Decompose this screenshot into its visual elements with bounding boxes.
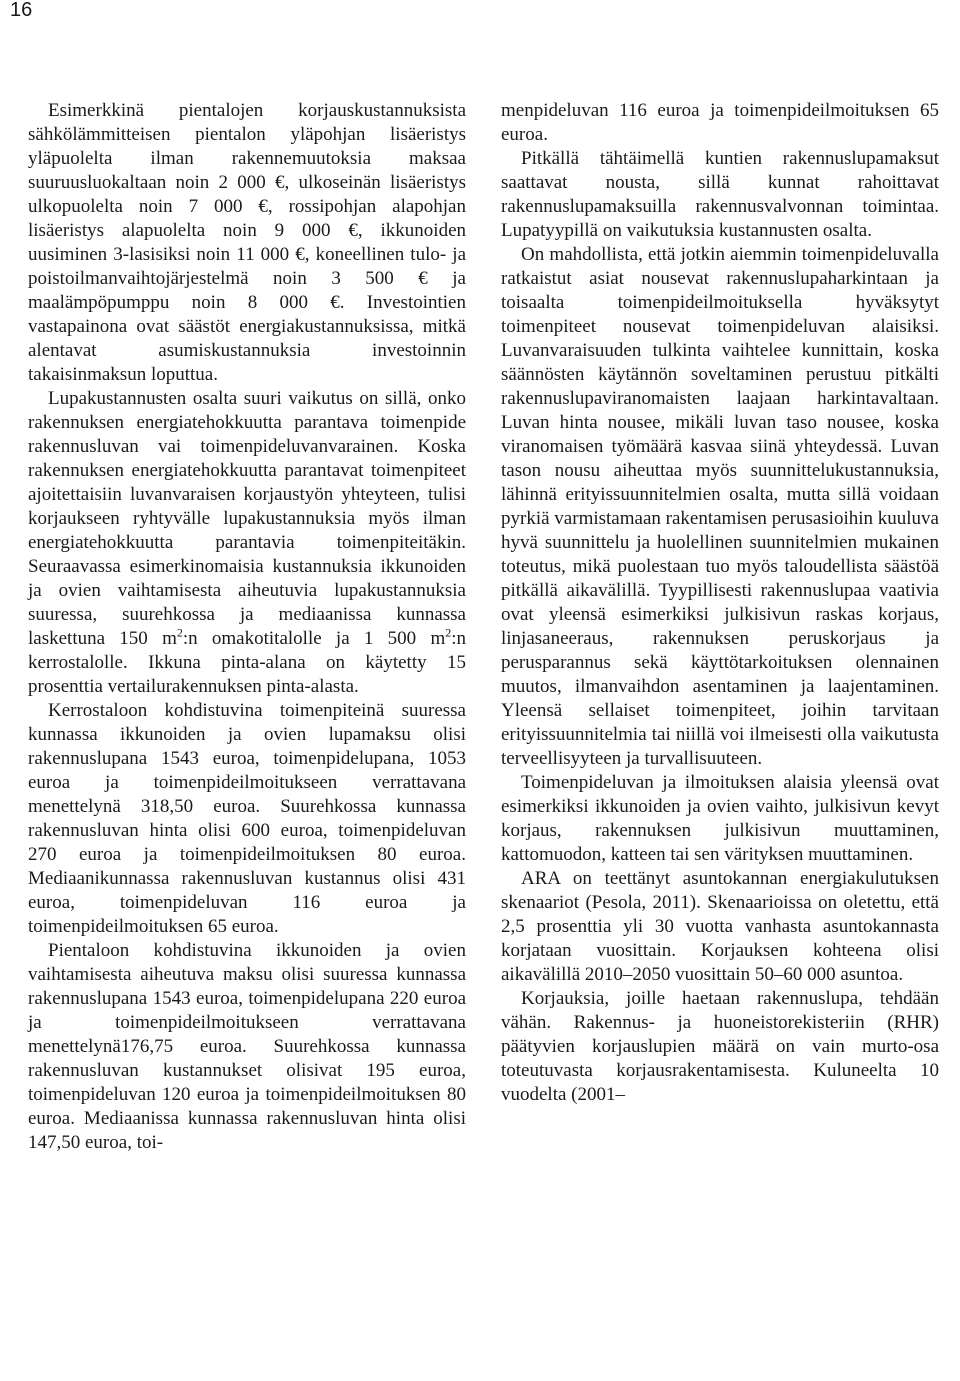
paragraph: Toimenpideluvan ja ilmoituksen alaisia yleensä ovat esimerkiksi ikkunoiden ja ovien vaihto, julkisivun kevyt korjaus, rakennuksen julkisivun muuttaminen, kattomuodon, katteen tai sen värityksen muuttaminen.	[501, 772, 939, 865]
paragraph: Korjauksia, joille haetaan rakennuslupa, tehdään vähän. Rakennus- ja huoneistorekisteriin (RHR) päätyvien korjauslupien määrä on vain murto-osa toteutuvasta korjausrakentamisesta. Kuluneelta 10 vuodelta (2001–	[501, 988, 939, 1105]
superscript: 2	[176, 625, 183, 640]
paragraph	[28, 387, 466, 699]
paragraph: Pientaloon kohdistuvina ikkunoiden ja ovien vaihtamisesta aiheutuva maksu olisi suuressa kunnassa rakennuslupana 1543 euroa, toimenpidelupana 220 euroa ja toimenpideilmoitukseen verrattavana menettelynä176,75 euroa. Suurehkossa kunnassa rakennusluvan kustannukset olisivat 195 euroa, toimenpideluvan 120 euroa ja toimenpideilmoituksen 80 euroa. Mediaanissa kunnassa rakennusluvan hinta olisi 147,50 euroa, toi-	[28, 940, 466, 1153]
paragraph: Pitkällä tähtäimellä kuntien rakennuslupamaksut saattavat nousta, sillä kunnat rahoittavat rakennuslupamaksuilla rakennusvalvonnan toimintaa. Lupatyypillä on vaikutuksia kustannusten osalta.	[501, 148, 939, 241]
paragraph: menpideluvan 116 euroa ja toimenpideilmoituksen 65 euroa.	[501, 100, 939, 145]
superscript: 2	[445, 625, 452, 640]
paragraph: ARA on teettänyt asuntokannan energiakulutuksen skenaariot (Pesola, 2011). Skenaarioissa on oletettu, että 2,5 prosenttia yli 30 vuotta vanhasta asuntokannasta korjataan vuosittain. Korjauksen kohteena olisi aikavälillä 2010–2050 vuosittain 50–60 000 asuntoa.	[501, 868, 939, 985]
page-number: 16	[10, 0, 33, 21]
right-column	[501, 99, 939, 1107]
paragraph-text: :n kerrostalolle. Ikkuna pinta-alana on käytetty 15 prosenttia vertailurakennuksen pinta-alasta.	[28, 628, 467, 697]
left-column	[28, 99, 466, 1155]
paragraph-text: :n omakotitalolle ja 1 500 m	[182, 628, 446, 649]
paragraph: On mahdollista, että jotkin aiemmin toimenpideluvalla ratkaistut asiat nousevat rakennuslupaharkintaan ja toisaalta toimenpideilmoituksella hyväksytyt toimenpiteet nousevat toimenpideluvan alaisiksi. Luvanvaraisuuden tulkinta vaihtelee kunnittain, koska säännösten käytännön soveltaminen perustuu pitkälti rakennuslupaviranomaisten laajaan harkintavaltaan. Luvan hinta nousee, mikäli luvan taso nousee, koska viranomaisen työmäärä kasvaa siinä yhteydessä. Luvan tason nousu aiheuttaa myös suunnittelukustannuksia, lähinnä erityissuunnitelmien osalta, mutta sillä voidaan pyrkiä varmistamaan rakentamisen perusasioihin kuuluva hyvä suunnittelu ja huolellinen suunnitelmien mukainen toteutus, mikä puolestaan tuo myös taloudellista säästöä pitkällä aikavälillä. Tyypillisesti rakennuslupaa vaativia ovat yleensä esimerkiksi julkisivun raskas korjaus, linjasaneeraus, rakennuksen peruskorjaus ja perusparannus sekä käyttötarkoituksen olennainen muutos, ilmanvaihdon asentaminen ja laajentaminen. Yleensä sellaiset toimenpiteet, joihin tarvitaan erityissuunnitelmia tai niillä voi ilmeisesti olla vaikutusta terveellisyyteen ja turvallisuuteen.	[501, 244, 939, 769]
paragraph: Kerrostaloon kohdistuvina toimenpiteinä suuressa kunnassa ikkunoiden ja ovien lupamaksu olisi rakennuslupana 1543 euroa, toimenpidelupana, 1053 euroa ja toimenpideilmoitukseen verrattavana menettelynä 318,50 euroa. Suurehkossa kunnassa rakennusluvan hinta olisi 600 euroa, toimenpideluvan 270 euroa ja toimenpideilmoituksen 80 euroa. Mediaanikunnassa rakennusluvan kustannus olisi 431 euroa, toimenpideluvan 116 euroa ja toimenpideilmoituksen 65 euroa.	[28, 700, 466, 937]
paragraph: Esimerkkinä pientalojen korjauskustannuksista sähkölämmitteisen pientalon yläpohjan lisäeristys yläpuolelta ilman rakennemuutoksia maksaa suuruusluokaltaan noin 2 000 €, ulkoseinän lisäeristys ulkopuolelta noin 7 000 €, rossipohjan alapohjan lisäeristys alapuolelta noin 9 000 €, ikkunoiden uusiminen 3-lasisiksi noin 11 000 €, koneellinen tulo- ja poistoilmanvaihtojärjestelmä noin 3 500 € ja maalämpöpumppu noin 8 000 €. Investointien vastapainona ovat säästöt energiakustannuksissa, mitkä alentavat asumiskustannuksia investoinnin takaisinmaksun loputtua.	[28, 100, 466, 385]
paragraph-text: Lupakustannusten osalta suuri vaikutus on sillä, onko rakennuksen energiatehokkuutta parantava toimenpide rakennusluvan vai toimenpideluvanvarainen. Koska rakennuksen energiatehokkuutta parantavat toimenpiteet ajoitettaisiin luvanvaraisen korjaustyön yhteyteen, tulisi korjaukseen ryhtyvälle lupakustannuksia myös ilman energiatehokkuutta parantavia toimenpiteitäkin. Seuraavassa esimerkinomaisia kustannuksia ikkunoiden ja ovien vaihtamisesta aiheutuvia lupakustannuksia suuressa, suurehkossa ja mediaanissa kunnassa laskettuna 150 m	[28, 388, 466, 649]
